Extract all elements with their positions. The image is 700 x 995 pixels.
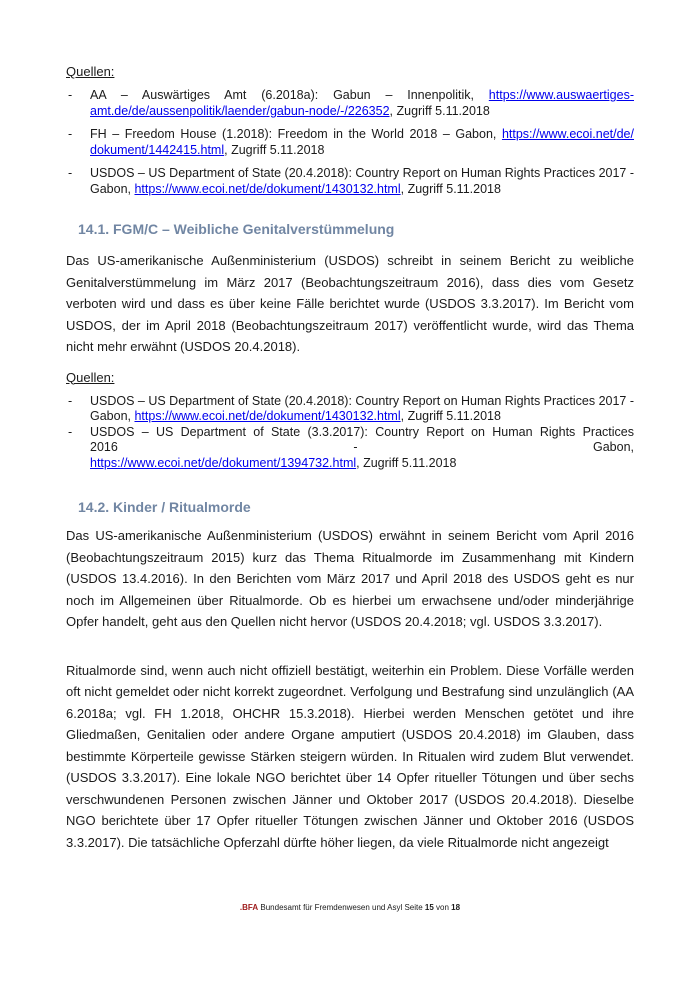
footer-text: Bundesamt für Fremdenwesen und Asyl Seite — [258, 903, 425, 912]
source-link[interactable]: https://www.ecoi.net/de/dokument/1430132.html — [134, 409, 401, 423]
sources-list — [66, 394, 634, 472]
sources-label: Quellen: — [66, 369, 115, 385]
body-paragraph: Ritualmorde sind, wenn auch nicht offiziell bestätigt, weiterhin ein Problem. Diese Vorfälle werden oft nicht gemeldet oder nicht korrekt zugeordnet. Verfolgung und Bestrafung sind unzulänglich (AA 6.2018a; vgl. FH 1.2018, OHCHR 15.3.2018). Hierbei werden Menschen getötet und ihre Gliedmaßen, Genitalien oder andere Organe amputiert (USDOS 20.4.2018) im Glauben, dass bestimmte Körperteile gewisse Stärken steigern würden. In Ritualen wird zudem Blut verwendet. (USDOS 3.3.2017). Eine lokale NGO berichtet über 14 Opfer ritueller Tötungen und über sechs verschwundenen Personen zwischen Jänner und Oktober 2017 (USDOS 20.4.2018). Dieselbe NGO berichtete über 17 Opfer ritueller Tötungen zwischen Jänner und Oktober 2016 (USDOS 3.3.2017). Die tatsächliche Opferzahl dürfte höher liegen, da viele Ritualmorde nicht angezeigt — [66, 662, 634, 850]
source-link[interactable]: https://www.auswaertiges-amt.de/de/aussenpolitik/laender/gabun-node/-/226352 — [90, 88, 634, 118]
section-number: 14.2. — [78, 499, 110, 515]
source-link[interactable]: https://www.ecoi.net/de/dokument/1430132.html — [134, 181, 401, 196]
section-title: FGM/C – Weibliche Genitalverstümmelung — [113, 221, 395, 237]
page-footer — [0, 903, 700, 913]
sources-list — [66, 88, 634, 197]
sources-section — [66, 64, 634, 197]
source-item: - FH – Freedom House (1.2018): Freedom in the World 2018 – Gabon, https://www.ecoi.net/de/dokument/1442415.html, Zugriff 5.11.2018 — [66, 127, 634, 158]
source-item: - USDOS – US Department of State (20.4.2018): Country Report on Human Rights Practices 2017 - Gabon, https://www.ecoi.net/de/dokument/1430132.html, Zugriff 5.11.2018 — [66, 394, 634, 425]
section-title: Kinder / Ritualmorde — [113, 499, 251, 515]
sources-label: Quellen: — [66, 64, 115, 79]
source-item: - USDOS – US Department of State (3.3.2017): Country Report on Human Rights Practices 2016 - Gabon, https://www.ecoi.net/de/dokument/1394732.html, Zugriff 5.11.2018 — [66, 425, 634, 472]
source-link[interactable]: https://www.ecoi.net/de/dokument/1442415.html — [90, 127, 634, 157]
body-paragraph: Das US-amerikanische Außenministerium (USDOS) erwähnt in seinem Bericht vom April 2016 (Beobachtungszeitraum 2015) kurz das Thema Ritualmorde im Zusammenhang mit Kindern (USDOS 13.4.2016). In den Berichten vom März 2017 und April 2018 des USDOS geht es nur noch im Allgemeinen über Ritualmorde. Ob es hierbei um erwachsene und/oder minderjährige Opfer handelt, geht aus den Quellen nicht hervor (USDOS 20.4.2018; vgl. USDOS 3.3.2017). — [66, 528, 634, 629]
footer-separator: von — [433, 903, 452, 912]
section-heading — [78, 221, 634, 237]
source-link[interactable]: https://www.ecoi.net/de/dokument/1394732.html — [90, 455, 357, 470]
section-heading — [78, 499, 634, 515]
justified-line: 2016 - Gabon, — [90, 440, 634, 454]
source-item: - AA – Auswärtiges Amt (6.2018a): Gabun – Innenpolitik, https://www.auswaertiges-amt.de/de/aussenpolitik/laender/gabun-node/-/226352, Zugriff 5.11.2018 — [66, 88, 634, 119]
body-paragraph: Das US-amerikanische Außenministerium (USDOS) schreibt in seinem Bericht zu weibliche Genitalverstümmelung im März 2017 (Beobachtungszeitraum 2016), dass dies vom Gesetz verboten wird und dass es über keine Fälle berichtet wurde (USDOS 3.3.2017). Im Bericht vom USDOS, der im April 2018 (Beobachtungszeitraum 2017) veröffentlicht wurde, wird das Thema nicht mehr erwähnt (USDOS 20.4.2018). — [66, 253, 634, 354]
footer-page-number: 15 — [424, 903, 434, 912]
bfa-logo-text: .BFA — [239, 903, 259, 912]
section-number: 14.1. — [78, 221, 110, 237]
source-item: - USDOS – US Department of State (20.4.2018): Country Report on Human Rights Practices 2017 - Gabon, https://www.ecoi.net/de/dokument/1430132.html, Zugriff 5.11.2018 — [66, 166, 634, 197]
footer-page-total: 18 — [451, 903, 461, 912]
sources-section — [66, 370, 634, 472]
document-body — [66, 64, 634, 853]
